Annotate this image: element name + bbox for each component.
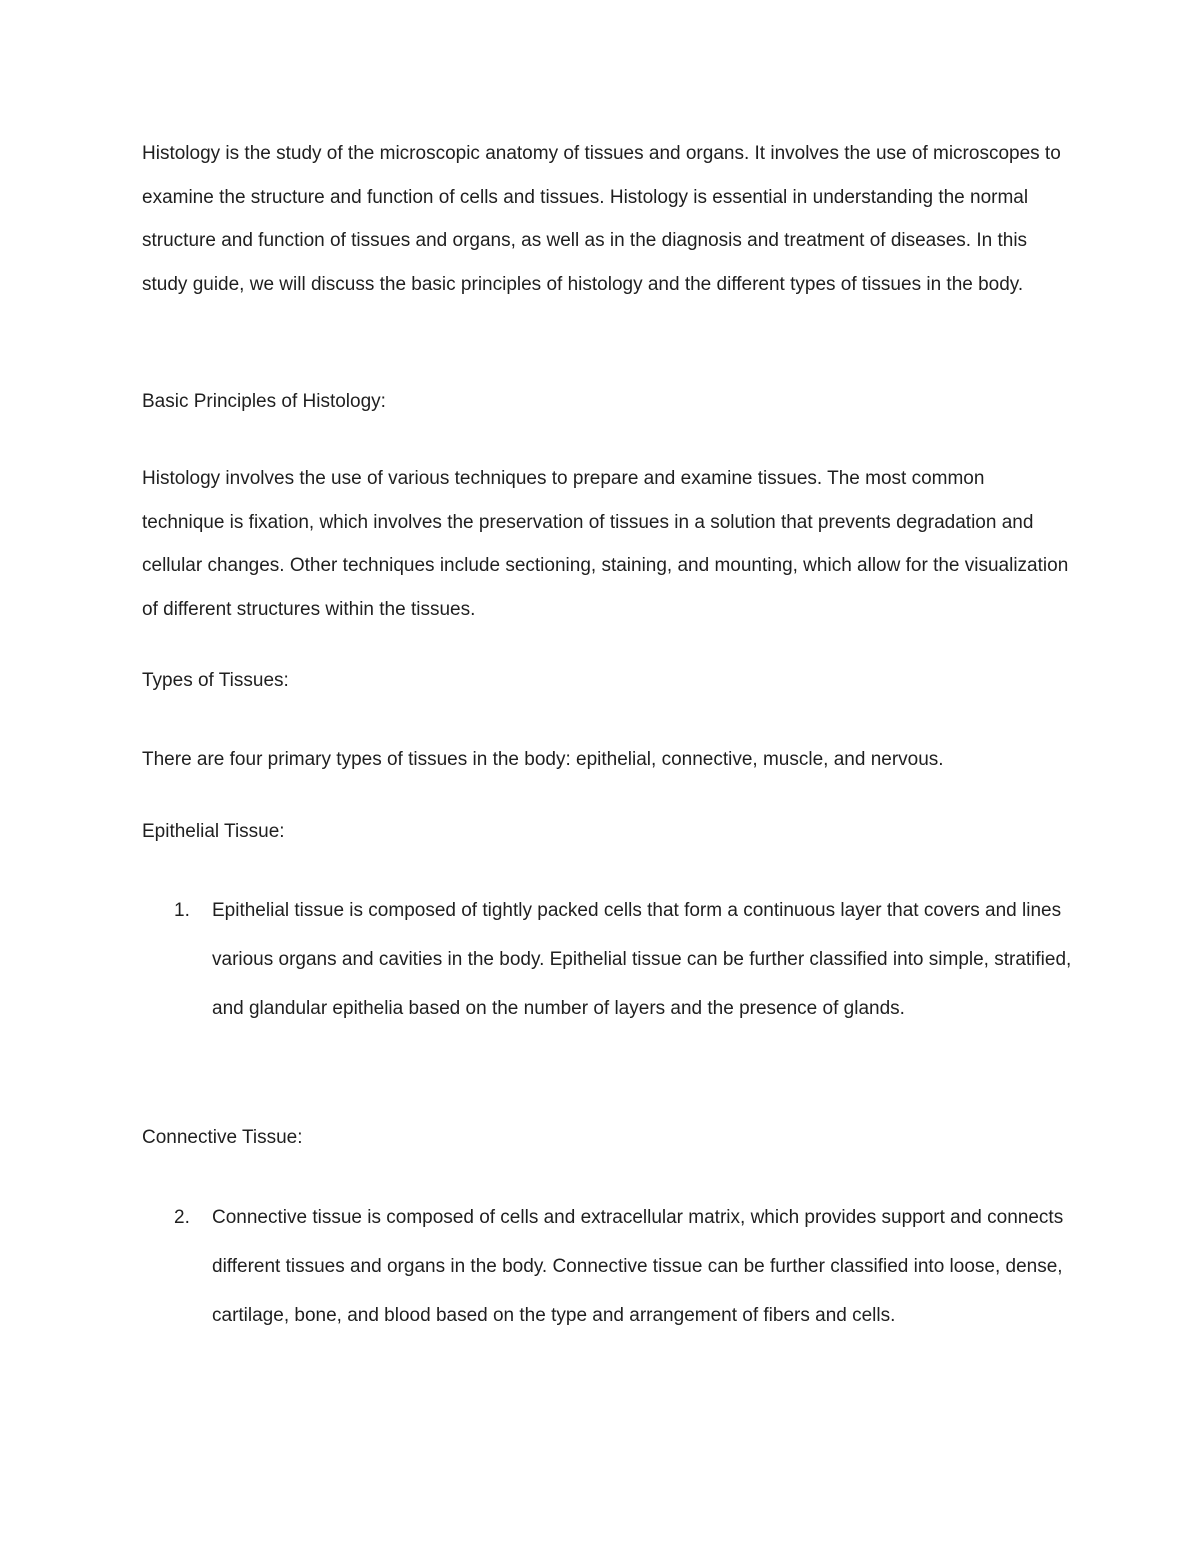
list-item-epithelial bbox=[142, 886, 1072, 1033]
list-item-text: Epithelial tissue is composed of tightly packed cells that form a continuous layer that covers and lines various organs and cavities in the body. Epithelial tissue can be further classified into simple, stratified, and glandular epithelia based on the number of layers and the presence of glands. bbox=[212, 900, 1072, 1019]
connective-heading: Connective Tissue: bbox=[142, 1127, 303, 1148]
list-item-connective bbox=[142, 1193, 1072, 1340]
epithelial-heading: Epithelial Tissue: bbox=[142, 821, 285, 842]
basic-principles-heading: Basic Principles of Histology: bbox=[142, 391, 386, 412]
basic-principles-paragraph: Histology involves the use of various techniques to prepare and examine tissues. The most common technique is fixation, which involves the preservation of tissues in a solution that prevents degradation and cellular changes. Other techniques include sectioning, staining, and mounting, which allow for the visualization of different structures within the tissues. bbox=[142, 468, 1069, 621]
types-paragraph: There are four primary types of tissues in the body: epithelial, connective, muscle, and nervous. bbox=[142, 749, 944, 770]
intro-paragraph: Histology is the study of the microscopic anatomy of tissues and organs. It involves the use of microscopes to examine the structure and function of cells and tissues. Histology is essential in understanding the normal structure and function of tissues and organs, as well as in the diagnosis and treatment of diseases. In this study guide, we will discuss the basic principles of histology and the different types of tissues in the body. bbox=[142, 143, 1061, 296]
list-item-text: Connective tissue is composed of cells and extracellular matrix, which provides support and connects different tissues and organs in the body. Connective tissue can be further classified into loose, dense, cartilage, bone, and blood based on the type and arrangement of fibers and cells. bbox=[212, 1207, 1064, 1326]
list-number: 1. bbox=[174, 900, 190, 921]
types-heading: Types of Tissues: bbox=[142, 670, 289, 691]
list-number: 2. bbox=[174, 1207, 190, 1228]
